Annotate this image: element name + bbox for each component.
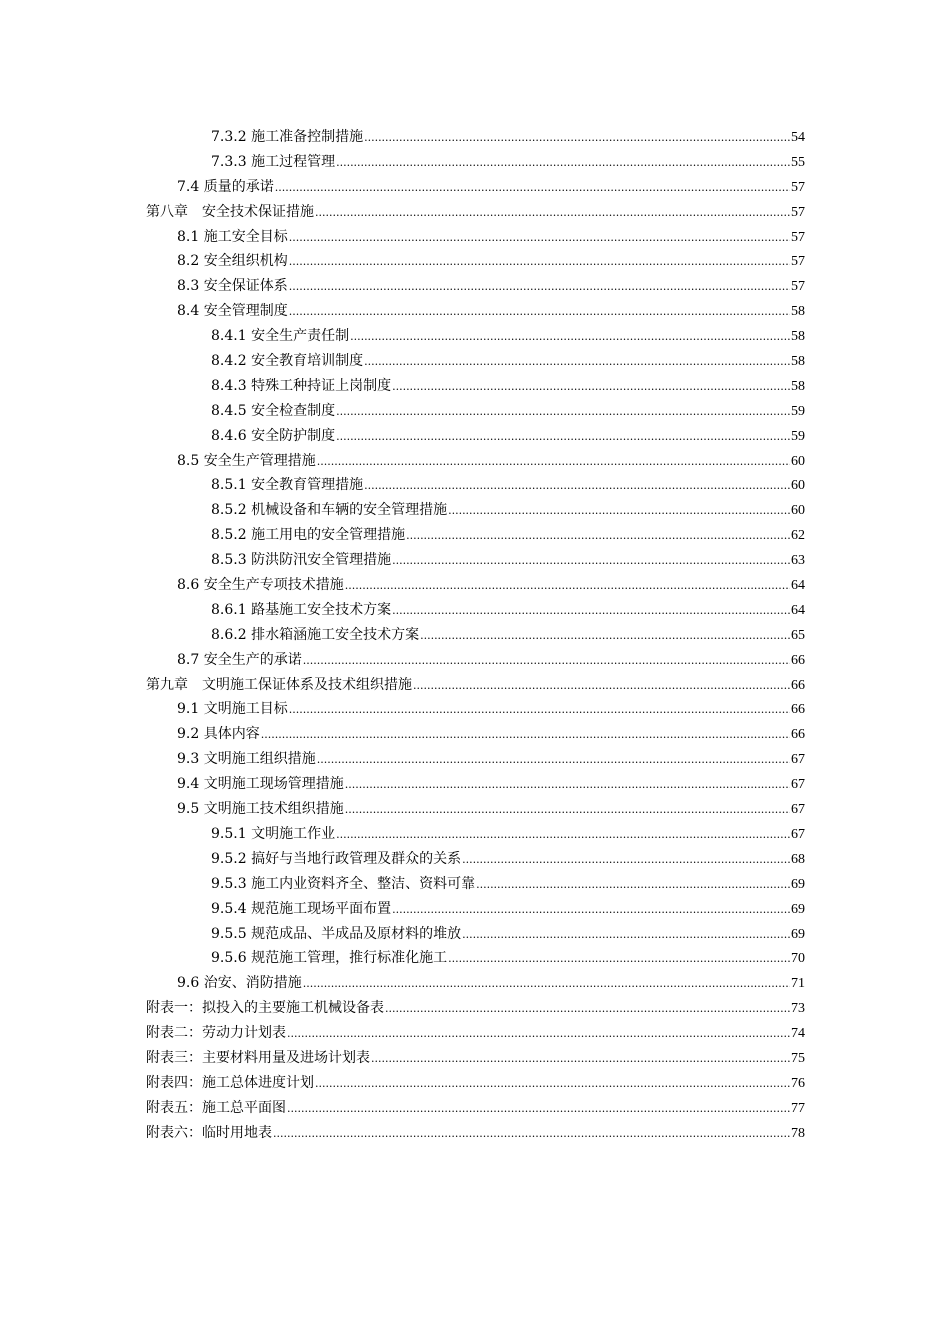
toc-entry[interactable] <box>146 797 805 822</box>
toc-leader-dots <box>303 972 790 997</box>
toc-entry[interactable] <box>146 274 805 299</box>
toc-entry-title: 8.4 安全管理制度 <box>177 303 288 320</box>
toc-entry-page-number: 67 <box>791 752 805 768</box>
toc-entry-page-number: 57 <box>791 279 805 295</box>
toc-entry-title: 8.1 施工安全目标 <box>177 228 288 245</box>
toc-entry-title: 附表二：劳动力计划表 <box>146 1025 286 1042</box>
toc-entry-title: 8.5 安全生产管理措施 <box>177 452 316 469</box>
toc-entry[interactable] <box>146 449 805 474</box>
toc-entry-page-number: 57 <box>791 254 805 270</box>
toc-leader-dots <box>392 599 790 624</box>
toc-entry-page-number: 64 <box>791 602 805 618</box>
toc-entry-title: 8.5.2 施工用电的安全管理措施 <box>211 527 406 544</box>
toc-entry-page-number: 60 <box>791 453 805 469</box>
toc-leader-dots <box>462 923 790 948</box>
toc-entry-title: 8.5.2 机械设备和车辆的安全管理措施 <box>211 502 448 519</box>
toc-entry-title: 7.3.3 施工过程管理 <box>211 153 336 170</box>
toc-leader-dots <box>364 350 790 375</box>
toc-leader-dots <box>345 773 790 798</box>
toc-entry[interactable] <box>146 125 805 150</box>
toc-entry-title: 9.5.5 规范成品、半成品及原材料的堆放 <box>211 925 462 942</box>
toc-entry-page-number: 77 <box>791 1100 805 1116</box>
toc-entry-page-number: 58 <box>791 378 805 394</box>
toc-entry-page-number: 66 <box>791 702 805 718</box>
toc-leader-dots <box>287 1022 790 1047</box>
toc-entry-title: 9.3 文明施工组织措施 <box>177 751 316 768</box>
toc-entry-page-number: 59 <box>791 428 805 444</box>
toc-entry-title: 8.5.1 安全教育管理措施 <box>211 477 364 494</box>
toc-entry[interactable] <box>146 399 805 424</box>
toc-leader-dots <box>289 698 790 723</box>
toc-entry-page-number: 60 <box>791 478 805 494</box>
toc-entry-page-number: 78 <box>791 1125 805 1141</box>
toc-entry[interactable] <box>146 1021 805 1046</box>
toc-entry-title: 8.6 安全生产专项技术措施 <box>177 577 344 594</box>
toc-entry-page-number: 68 <box>791 851 805 867</box>
toc-entry-page-number: 67 <box>791 777 805 793</box>
toc-leader-dots <box>289 300 790 325</box>
toc-leader-dots <box>392 549 790 574</box>
toc-entry-title: 第八章 安全技术保证措施 <box>146 203 314 220</box>
toc-entry[interactable] <box>146 200 805 225</box>
toc-entry-page-number: 70 <box>791 951 805 967</box>
toc-entry-title: 9.5 文明施工技术组织措施 <box>177 801 344 818</box>
toc-entry[interactable] <box>146 922 805 947</box>
toc-entry-page-number: 69 <box>791 876 805 892</box>
toc-entry-title: 9.4 文明施工现场管理措施 <box>177 776 344 793</box>
toc-leader-dots <box>476 873 790 898</box>
toc-leader-dots <box>392 898 790 923</box>
toc-entry[interactable] <box>146 772 805 797</box>
toc-entry[interactable] <box>146 847 805 872</box>
toc-entry[interactable] <box>146 424 805 449</box>
toc-entry-page-number: 55 <box>791 154 805 170</box>
toc-entry[interactable] <box>146 648 805 673</box>
toc-leader-dots <box>336 823 790 848</box>
toc-entry[interactable] <box>146 175 805 200</box>
toc-entry-title: 第九章 文明施工保证体系及技术组织措施 <box>146 676 412 693</box>
toc-leader-dots <box>364 474 790 499</box>
toc-entry-title: 7.3.2 施工准备控制措施 <box>211 129 364 145</box>
toc-entry-page-number: 66 <box>791 677 805 693</box>
toc-leader-dots <box>336 151 790 176</box>
toc-entry[interactable] <box>146 523 805 548</box>
toc-leader-dots <box>336 425 790 450</box>
toc-entry[interactable] <box>146 374 805 399</box>
toc-entry-title: 附表五：施工总平面图 <box>146 1099 286 1116</box>
toc-entry-page-number: 57 <box>791 179 805 195</box>
toc-entry-page-number: 63 <box>791 553 805 569</box>
toc-leader-dots <box>287 1097 790 1122</box>
toc-leader-dots <box>317 450 790 475</box>
toc-entry-title: 9.5.2 搞好与当地行政管理及群众的关系 <box>211 850 462 867</box>
toc-entry-page-number: 65 <box>791 627 805 643</box>
toc-leader-dots <box>448 947 790 972</box>
toc-entry-page-number: 75 <box>791 1050 805 1066</box>
toc-entry-title: 9.5.3 施工内业资料齐全、整洁、资料可靠 <box>211 875 476 892</box>
toc-entry-page-number: 58 <box>791 329 805 345</box>
toc-entry-page-number: 64 <box>791 578 805 594</box>
toc-leader-dots <box>273 1122 790 1147</box>
toc-entry-page-number: 62 <box>791 528 805 544</box>
toc-entry[interactable] <box>146 1071 805 1096</box>
toc-entry[interactable] <box>146 548 805 573</box>
toc-entry-page-number: 57 <box>791 229 805 245</box>
toc-entry-title: 附表一：拟投入的主要施工机械设备表 <box>146 1000 384 1017</box>
toc-leader-dots <box>371 1047 790 1072</box>
toc-entry-page-number: 67 <box>791 826 805 842</box>
toc-leader-dots <box>317 748 790 773</box>
toc-leader-dots <box>413 674 790 699</box>
toc-leader-dots <box>350 325 790 350</box>
toc-entry[interactable] <box>146 1121 805 1146</box>
toc-entry-page-number: 58 <box>791 304 805 320</box>
toc-entry-page-number: 58 <box>791 354 805 370</box>
toc-entry[interactable] <box>146 971 805 996</box>
toc-entry[interactable] <box>146 349 805 374</box>
toc-leader-dots <box>364 126 790 151</box>
toc-entry-title: 8.4.6 安全防护制度 <box>211 427 336 444</box>
toc-entry-title: 9.6 治安、消防措施 <box>177 975 302 992</box>
table-of-contents <box>146 125 805 1146</box>
toc-entry[interactable] <box>146 249 805 274</box>
toc-entry[interactable] <box>146 697 805 722</box>
toc-leader-dots <box>275 176 790 201</box>
toc-entry[interactable] <box>146 324 805 349</box>
toc-entry[interactable] <box>146 150 805 175</box>
toc-entry-title: 8.4.3 特殊工种持证上岗制度 <box>211 377 392 394</box>
toc-entry-page-number: 60 <box>791 503 805 519</box>
toc-entry[interactable] <box>146 673 805 698</box>
toc-leader-dots <box>448 499 790 524</box>
toc-entry-title: 7.4 质量的承诺 <box>177 178 274 195</box>
toc-leader-dots <box>289 226 790 251</box>
toc-entry-page-number: 54 <box>791 130 805 145</box>
toc-entry[interactable] <box>146 996 805 1021</box>
toc-entry-title: 9.5.4 规范施工现场平面布置 <box>211 900 392 917</box>
toc-entry[interactable] <box>146 299 805 324</box>
toc-leader-dots <box>345 574 790 599</box>
toc-entry-title: 8.2 安全组织机构 <box>177 253 288 270</box>
toc-entry-title: 8.7 安全生产的承诺 <box>177 651 302 668</box>
toc-leader-dots <box>289 275 790 300</box>
toc-entry-title: 附表四：施工总体进度计划 <box>146 1074 314 1091</box>
toc-entry[interactable] <box>146 722 805 747</box>
toc-entry[interactable] <box>146 573 805 598</box>
toc-leader-dots <box>385 997 790 1022</box>
toc-leader-dots <box>336 400 790 425</box>
toc-entry-page-number: 66 <box>791 727 805 743</box>
toc-entry-title: 8.3 安全保证体系 <box>177 278 288 295</box>
toc-entry-title: 8.6.2 排水箱涵施工安全技术方案 <box>211 626 420 643</box>
toc-entry[interactable] <box>146 598 805 623</box>
toc-entry-title: 9.1 文明施工目标 <box>177 701 288 718</box>
toc-entry[interactable] <box>146 747 805 772</box>
toc-entry-page-number: 69 <box>791 901 805 917</box>
toc-entry[interactable] <box>146 225 805 250</box>
toc-leader-dots <box>315 1072 790 1097</box>
toc-entry[interactable] <box>146 1096 805 1121</box>
toc-entry-page-number: 73 <box>791 1001 805 1017</box>
toc-leader-dots <box>261 723 790 748</box>
toc-entry-page-number: 76 <box>791 1075 805 1091</box>
toc-entry[interactable] <box>146 946 805 971</box>
toc-entry-title: 9.5.1 文明施工作业 <box>211 825 336 842</box>
toc-entry-title: 附表三：主要材料用量及进场计划表 <box>146 1049 370 1066</box>
toc-leader-dots <box>289 250 790 275</box>
toc-entry[interactable] <box>146 498 805 523</box>
toc-leader-dots <box>315 201 790 226</box>
toc-leader-dots <box>406 524 790 549</box>
toc-entry-title: 8.5.3 防洪防汛安全管理措施 <box>211 552 392 569</box>
toc-entry-title: 9.2 具体内容 <box>177 726 260 743</box>
toc-leader-dots <box>345 798 790 823</box>
toc-leader-dots <box>392 375 790 400</box>
toc-entry-title: 附表六：临时用地表 <box>146 1124 272 1141</box>
toc-entry[interactable] <box>146 1046 805 1071</box>
toc-entry-title: 8.4.1 安全生产责任制 <box>211 328 350 345</box>
toc-entry-page-number: 69 <box>791 926 805 942</box>
toc-entry-title: 8.4.2 安全教育培训制度 <box>211 353 364 370</box>
toc-entry-page-number: 66 <box>791 652 805 668</box>
toc-entry-page-number: 59 <box>791 403 805 419</box>
toc-entry-page-number: 71 <box>791 976 805 992</box>
toc-entry-page-number: 74 <box>791 1026 805 1042</box>
toc-entry[interactable] <box>146 872 805 897</box>
toc-entry[interactable] <box>146 822 805 847</box>
toc-entry-page-number: 57 <box>791 204 805 220</box>
toc-entry[interactable] <box>146 897 805 922</box>
toc-entry[interactable] <box>146 623 805 648</box>
toc-leader-dots <box>462 848 790 873</box>
toc-entry-title: 9.5.6 规范施工管理，推行标准化施工 <box>211 950 448 967</box>
toc-leader-dots <box>420 624 790 649</box>
toc-entry[interactable] <box>146 473 805 498</box>
toc-leader-dots <box>303 649 790 674</box>
toc-entry-page-number: 67 <box>791 802 805 818</box>
toc-entry-title: 8.4.5 安全检查制度 <box>211 402 336 419</box>
toc-entry-title: 8.6.1 路基施工安全技术方案 <box>211 601 392 618</box>
